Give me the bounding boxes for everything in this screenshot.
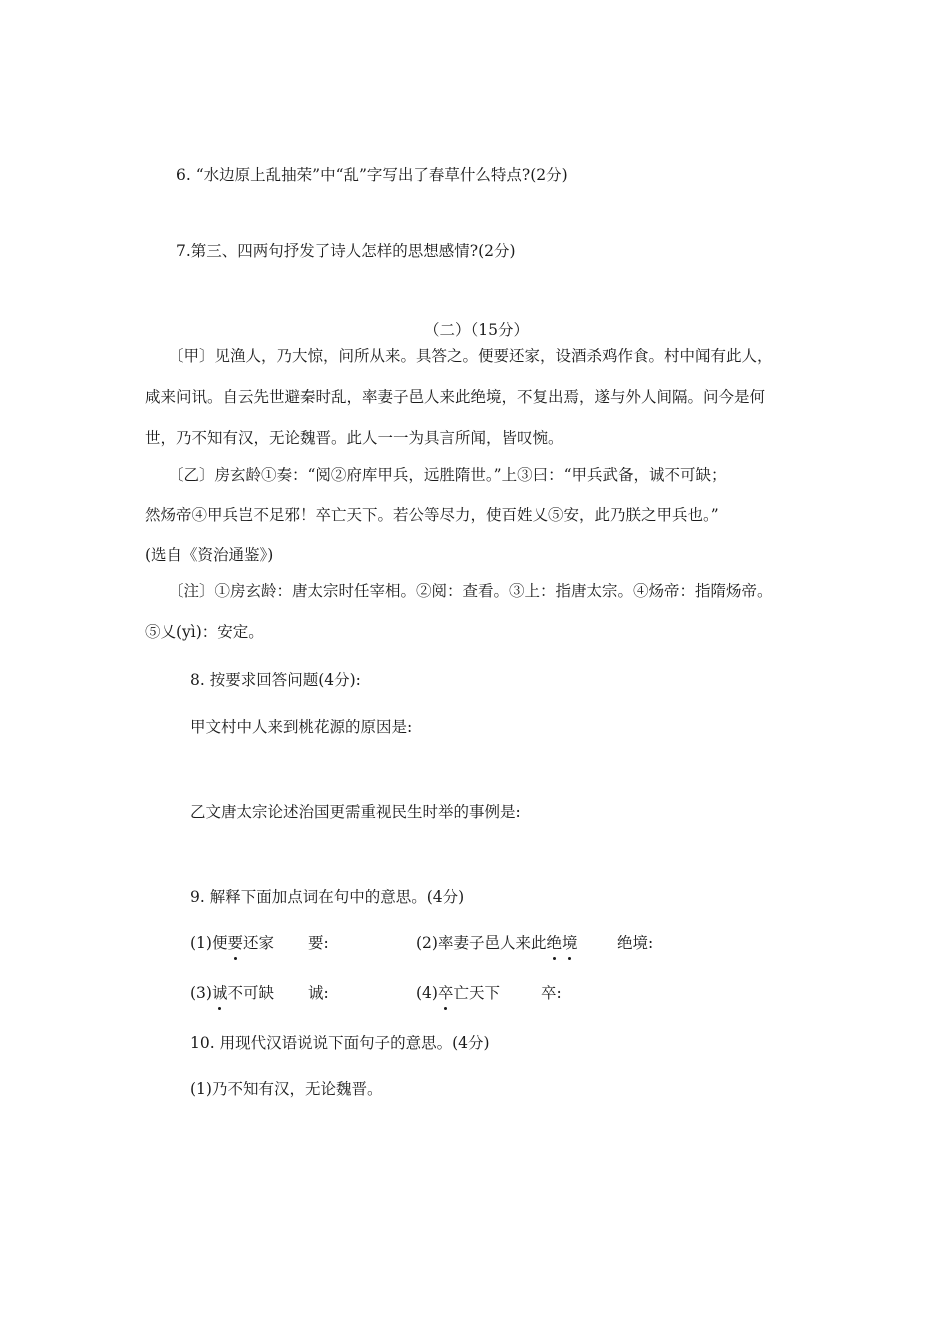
question-9-item-2-blank: 绝境: — [617, 934, 654, 952]
section-title: （二）（15分） — [424, 321, 529, 339]
passage-source: (选自《资治通鉴》) — [145, 546, 274, 564]
dotted-char: 要 — [227, 931, 243, 953]
question-9-title: 9. 解释下面加点词在句中的意思。(4分) — [190, 888, 465, 906]
passage-yi-line-1: 〔乙〕房玄龄①奏：“阅②府库甲兵，远胜隋世。”上③曰：“甲兵武备，诚不可缺； — [168, 466, 727, 484]
passage-yi-line-2: 然炀帝④甲兵岂不足邪！卒亡天下。若公等尽力，使百姓乂⑤安，此乃朕之甲兵也。” — [145, 506, 719, 524]
passage-jia-line-1: 〔甲〕见渔人，乃大惊，问所从来。具答之。便要还家，设酒杀鸡作食。村中闻有此人， — [168, 347, 773, 365]
dotted-char: 境 — [562, 931, 578, 953]
question-8-part-a: 甲文村中人来到桃花源的原因是: — [190, 718, 413, 736]
question-9-item-1-blank: 要: — [308, 934, 329, 952]
dotted-char: 绝 — [546, 931, 562, 953]
question-7: 7.第三、四两句抒发了诗人怎样的思想感情?(2分) — [176, 242, 516, 260]
question-9-item-3-blank: 诚: — [308, 984, 329, 1002]
question-10-title: 10. 用现代汉语说说下面句子的意思。(4分) — [190, 1034, 490, 1052]
passage-jia-line-2: 咸来问讯。自云先世避秦时乱，率妻子邑人来此绝境，不复出焉，遂与外人间隔。问今是何 — [145, 388, 766, 406]
question-9-item-1: (1)便要还家 — [190, 931, 274, 953]
question-8-part-b: 乙文唐太宗论述治国更需重视民生时举的事例是: — [190, 803, 521, 821]
question-9-item-2: (2)率妻子邑人来此绝境 — [416, 931, 578, 953]
dotted-char: 卒 — [438, 981, 454, 1003]
passage-jia-line-3: 世，乃不知有汉，无论魏晋。此人一一为具言所闻，皆叹惋。 — [145, 429, 564, 447]
question-6: 6. “水边原上乱抽荣”中“乱”字写出了春草什么特点?(2分) — [176, 166, 568, 184]
notes-line-1: 〔注〕①房玄龄：唐太宗时任宰相。②阅：查看。③上：指唐太宗。④炀帝：指隋炀帝。 — [168, 582, 773, 600]
question-8-title: 8. 按要求回答问题(4分): — [190, 671, 361, 689]
dotted-char: 诚 — [212, 981, 228, 1003]
question-10-sentence-1: (1)乃不知有汉，无论魏晋。 — [190, 1080, 383, 1098]
question-9-item-4-blank: 卒: — [541, 984, 562, 1002]
notes-line-2: ⑤乂(yì)：安定。 — [145, 623, 264, 641]
question-9-item-3: (3)诚不可缺 — [190, 981, 274, 1003]
question-9-item-4: (4)卒亡天下 — [416, 981, 500, 1003]
